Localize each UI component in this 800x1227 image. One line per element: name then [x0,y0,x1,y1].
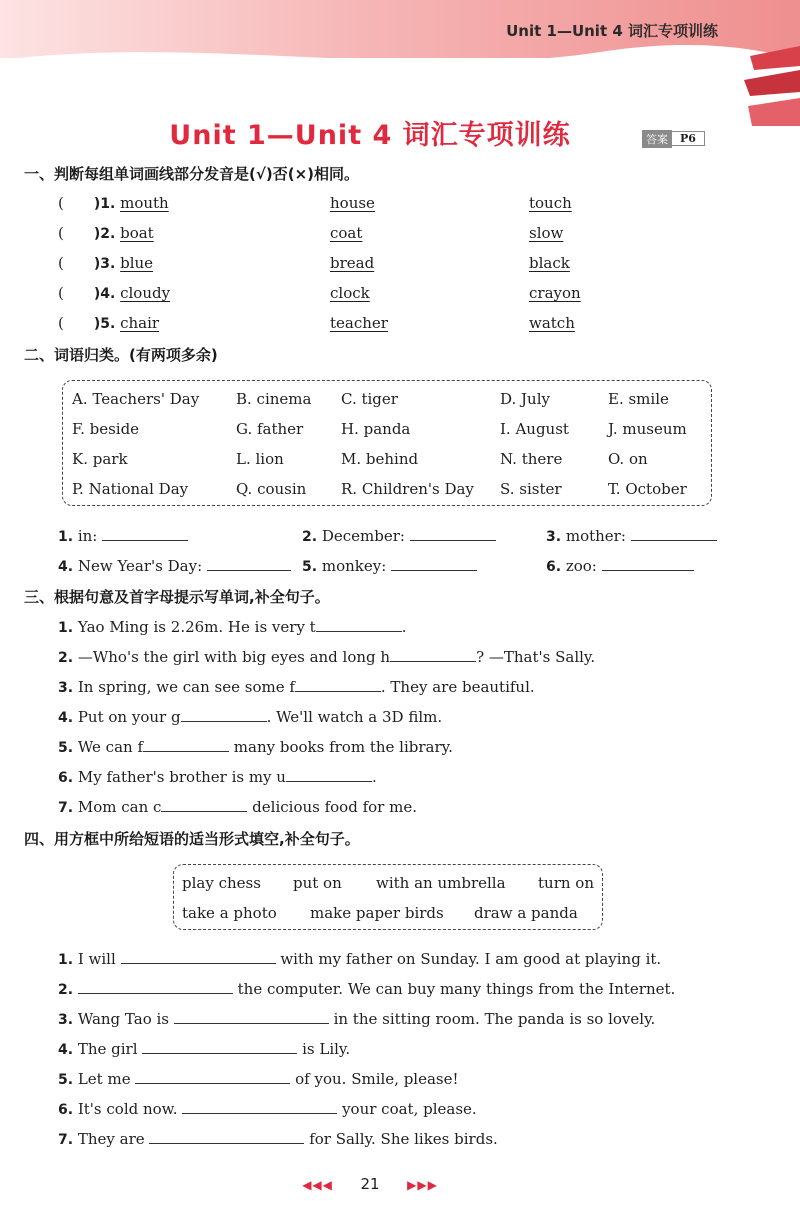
answer-page: P6 [672,131,705,146]
word-option: N. there [500,450,563,468]
sentence-item [58,797,417,816]
word: cloudy [120,284,171,302]
sentence-after: delicious food for me. [247,798,417,816]
running-title: Unit 1—Unit 4 词汇专项训练 [506,22,718,40]
word-option: C. tiger [341,390,398,408]
sentence-before: I will [77,950,116,968]
phrase-option: put on [293,874,342,892]
list-item [58,224,154,242]
answer-bracket[interactable]: ( [58,284,64,302]
sentence-before: It's cold now. [77,1100,178,1118]
item-number: 2. [58,650,74,666]
phrase-option: play chess [182,874,261,892]
sentence-after: many books from the library. [229,738,453,756]
item-number: 7. [58,1132,74,1148]
answer-blank[interactable] [295,677,381,692]
word: house [330,194,375,212]
word-option: Q. cousin [236,480,307,498]
word: watch [529,314,575,332]
item-number: )4. [93,286,116,302]
answer-blank[interactable] [135,1069,290,1084]
word: teacher [330,314,388,332]
item-number: )2. [93,226,116,242]
answer-label: 答案 [642,130,672,148]
item-number: 6. [58,770,74,786]
answer-blank[interactable] [316,617,402,632]
word-option: H. panda [341,420,411,438]
item-number: 4. [58,710,74,726]
sentence-item [58,1099,477,1118]
word-option: I. August [500,420,569,438]
item-number: 6. [58,1102,74,1118]
word-option: F. beside [72,420,140,438]
answer-blank[interactable] [182,1099,337,1114]
answer-blank[interactable] [286,767,372,782]
answer-blank[interactable] [78,979,233,994]
sentence-item [58,767,377,786]
category-item [546,556,694,575]
section2-heading: 二、词语归类。(有两项多余) [24,346,218,364]
sentence-after: . We'll watch a 3D film. [266,708,443,726]
category-label: December: [321,527,405,545]
sentence-item [58,677,535,696]
list-item [58,194,169,212]
word: clock [330,284,370,302]
sentence-before: —Who's the girl with big eyes and long h [77,648,391,666]
sentence-before: Yao Ming is 2.26m. He is very t [77,618,316,636]
phrase-option: make paper birds [310,904,444,922]
category-item [546,526,717,545]
sentence-after: . [371,768,377,786]
word: slow [529,224,564,242]
sentence-before: My father's brother is my u [77,768,286,786]
item-number: 2. [302,529,318,545]
list-item [58,254,153,272]
sentence-item [58,617,407,636]
sentence-after: in the sitting room. The panda is so lovely. [333,1010,656,1028]
phrase-option: draw a panda [474,904,578,922]
category-item [302,526,496,545]
sentence-after: your coat, please. [342,1100,477,1118]
sentence-before: The girl [77,1040,138,1058]
sentence-item [58,1069,459,1088]
word-option: L. lion [236,450,284,468]
word-option: G. father [236,420,304,438]
section3-heading: 三、根据句意及首字母提示写单词,补全句子。 [24,588,330,606]
word-option: J. museum [608,420,687,438]
word-option: S. sister [500,480,562,498]
pagoda-icon [740,36,800,126]
item-number: 1. [58,529,74,545]
left-arrows-icon: ◀◀◀ [302,1178,333,1192]
sentence-before: Let me [77,1070,131,1088]
item-number: 3. [58,1012,74,1028]
item-number: 5. [302,559,318,575]
word-option: D. July [500,390,550,408]
answer-blank[interactable] [410,526,496,541]
category-label: zoo: [565,557,597,575]
answer-blank[interactable] [631,526,717,541]
word-option: K. park [72,450,128,468]
answer-blank[interactable] [207,556,291,571]
sentence-item [58,737,453,756]
word: chair [120,314,160,332]
phrase-option: with an umbrella [376,874,506,892]
word-option: T. October [608,480,687,498]
answer-tag [642,130,705,147]
answer-bracket[interactable]: ( [58,194,64,212]
answer-blank[interactable] [161,797,247,812]
sentence-before: Put on your g [77,708,181,726]
word-option: O. on [608,450,648,468]
item-number: 4. [58,1042,74,1058]
answer-blank[interactable] [142,1039,297,1054]
item-number: 1. [58,620,74,636]
category-label: in: [77,527,98,545]
sentence-after: . They are beautiful. [380,678,535,696]
sentence-item [58,647,595,666]
word: crayon [529,284,581,302]
word: blue [120,254,154,272]
word-option: M. behind [341,450,419,468]
sentence-item [58,979,675,998]
answer-blank[interactable] [602,556,694,571]
word-option: A. Teachers' Day [72,390,200,408]
sentence-after: for Sally. She likes birds. [309,1130,498,1148]
sentence-item [58,707,442,726]
item-number: 7. [58,800,74,816]
category-label: New Year's Day: [77,557,203,575]
sentence-item [58,1009,655,1028]
item-number: 3. [58,680,74,696]
page-number: 21 [360,1175,380,1193]
answer-bracket[interactable]: ( [58,224,64,242]
word-option: P. National Day [72,480,189,498]
item-number: )1. [93,196,116,212]
word-option: R. Children's Day [341,480,474,498]
page-footer [0,1175,740,1193]
page-title: Unit 1—Unit 4 词汇专项训练 [169,120,571,151]
item-number: )5. [93,316,116,332]
answer-blank[interactable] [121,949,276,964]
category-item [302,556,477,575]
category-item [58,556,291,575]
sentence-item [58,1129,498,1148]
sentence-after: . [401,618,407,636]
answer-blank[interactable] [391,556,477,571]
category-label: mother: [565,527,626,545]
word: mouth [120,194,169,212]
sentence-after: is Lily. [302,1040,351,1058]
word: boat [120,224,154,242]
sentence-after: ? —That's Sally. [476,648,596,666]
item-number: 5. [58,1072,74,1088]
word-option: B. cinema [236,390,312,408]
word: black [529,254,570,272]
section4-heading: 四、用方框中所给短语的适当形式填空,补全句子。 [24,830,360,848]
sentence-before: In spring, we can see some f [77,678,295,696]
answer-blank[interactable] [181,707,267,722]
answer-bracket[interactable]: ( [58,254,64,272]
category-item [58,526,188,545]
section1-heading: 一、判断每组单词画线部分发音是(√)否(×)相同。 [24,165,359,183]
sentence-before: We can f [77,738,144,756]
answer-blank[interactable] [149,1129,304,1144]
item-number: 4. [58,559,74,575]
category-label: monkey: [321,557,387,575]
sentence-before: They are [77,1130,145,1148]
phrase-option: take a photo [182,904,277,922]
list-item [58,284,170,302]
sentence-item [58,949,661,968]
item-number: )3. [93,256,116,272]
answer-blank[interactable] [174,1009,329,1024]
sentence-after: the computer. We can buy many things from the Internet. [237,980,676,998]
sentence-before: Mom can c [77,798,162,816]
sentence-before: Wang Tao is [77,1010,170,1028]
word-option: E. smile [608,390,669,408]
answer-blank[interactable] [390,647,476,662]
answer-blank[interactable] [102,526,188,541]
answer-blank[interactable] [143,737,229,752]
word: bread [330,254,375,272]
word: touch [529,194,572,212]
item-number: 2. [58,982,74,998]
sentence-after: with my father on Sunday. I am good at playing it. [280,950,662,968]
word: coat [330,224,363,242]
item-number: 1. [58,952,74,968]
sentence-item [58,1039,350,1058]
right-arrows-icon: ▶▶▶ [407,1178,438,1192]
item-number: 3. [546,529,562,545]
answer-bracket[interactable]: ( [58,314,64,332]
list-item [58,314,159,332]
item-number: 6. [546,559,562,575]
phrase-option: turn on [538,874,594,892]
sentence-after: of you. Smile, please! [295,1070,459,1088]
item-number: 5. [58,740,74,756]
